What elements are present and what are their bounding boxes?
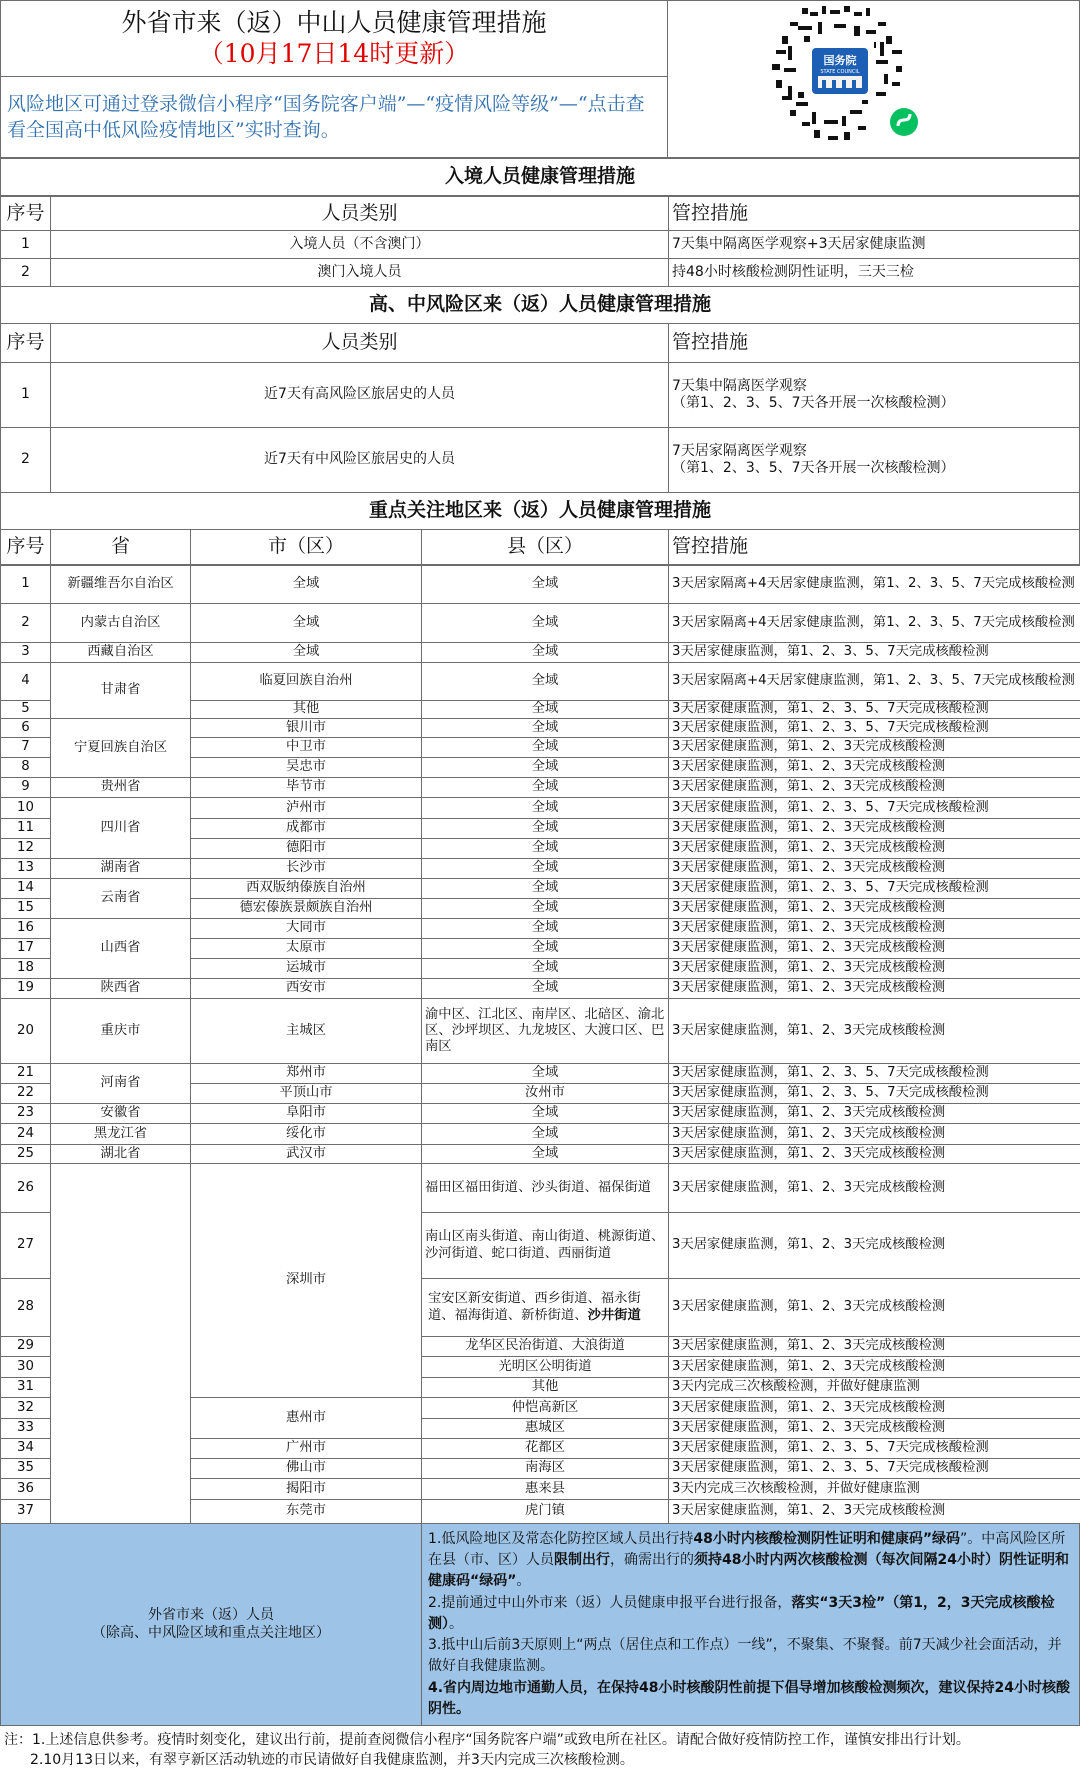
header-no: 序号	[0, 196, 51, 231]
section-title-inbound: 入境人员健康管理措施	[0, 158, 1080, 196]
county-cell: 全域	[421, 662, 669, 701]
county-cell: 花都区	[421, 1438, 669, 1459]
row-no: 3	[0, 642, 51, 663]
qr-logo-subtext: STATE COUNCIL	[820, 69, 860, 75]
city-cell: 全域	[190, 603, 422, 643]
city-cell: 主城区	[190, 998, 422, 1064]
city-cell: 全域	[190, 642, 422, 663]
measure-paragraph-4	[428, 1678, 1073, 1721]
province-cell: 内蒙古自治区	[50, 603, 191, 643]
measure-paragraph-1	[428, 1529, 1073, 1593]
city-cell: 东莞市	[190, 1499, 422, 1524]
row-no: 32	[0, 1397, 51, 1419]
measure-cell: 3天内完成三次核酸检测，并做好健康监测	[668, 1478, 1080, 1500]
measure-cell: 3天居家健康监测，第1、2、3天完成核酸检测	[668, 918, 1080, 939]
measure-cell: 3天居家健康监测，第1、2、3天完成核酸检测	[668, 1212, 1080, 1279]
measure-cell: 3天居家健康监测，第1、2、3天完成核酸检测	[668, 777, 1080, 798]
measure-cell: 3天居家健康监测，第1、2、3天完成核酸检测	[668, 978, 1080, 999]
city-cell: 其他	[190, 700, 422, 719]
measure-cell: 3天内完成三次核酸检测，并做好健康监测	[668, 1377, 1080, 1398]
province-cell: 云南省	[50, 878, 191, 919]
row-no: 31	[0, 1377, 51, 1398]
measure-cell: 3天居家健康监测，第1、2、3、5、7天完成核酸检测	[668, 1063, 1080, 1084]
measure-cell: 3天居家健康监测，第1、2、3、5、7天完成核酸检测	[668, 1458, 1080, 1479]
header-county: 县（区）	[421, 529, 669, 565]
county-cell: 全域	[421, 1103, 669, 1124]
row-no: 18	[0, 958, 51, 979]
plain-text: ，确需出行的	[610, 1552, 694, 1569]
note-line-2: 2.10月13日以来，有翠亨新区活动轨迹的市民请做好自我健康监测，并3天内完成三次核酸检测。	[30, 1752, 634, 1769]
city-cell: 泸州市	[190, 797, 422, 819]
county-cell: 全域	[421, 700, 669, 719]
city-cell: 长沙市	[190, 858, 422, 879]
measure-line: 7天居家隔离医学观察	[672, 442, 807, 459]
row-no: 8	[0, 757, 51, 778]
row-category: 近7天有中风险区旅居史的人员	[50, 427, 669, 493]
row-no: 20	[0, 998, 51, 1064]
row-no: 7	[0, 737, 51, 758]
row-category: 澳门入境人员	[50, 258, 669, 287]
row-no: 16	[0, 918, 51, 939]
measure-cell: 3天居家健康监测，第1、2、3天完成核酸检测	[668, 958, 1080, 979]
province-cell: 黑龙江省	[50, 1123, 191, 1145]
measure-paragraph-2	[428, 1593, 1073, 1636]
plain-text: 。	[516, 1573, 531, 1590]
emphasis-text: 4.省内周边地市通勤人员，在保持48小时核酸阴性前提下倡导增加核酸检测频次，建议保持24小时核酸阴性。	[428, 1679, 1071, 1717]
measure-cell: 3天居家隔离+4天居家健康监测，第1、2、3、5、7天完成核酸检测	[668, 565, 1080, 604]
emphasis-text: 限制出行	[554, 1552, 610, 1569]
row-no: 14	[0, 878, 51, 899]
county-cell: 全域	[421, 757, 669, 778]
county-cell: 光明区公明街道	[421, 1356, 669, 1378]
province-cell: 西藏自治区	[50, 642, 191, 663]
city-cell: 银川市	[190, 718, 422, 738]
notice-cell	[0, 76, 668, 158]
row-no: 34	[0, 1438, 51, 1459]
county-text: 宝安区新安街道、西乡街道、福永街道、福海街道、新桥街道、	[428, 1291, 641, 1323]
measure-cell: 3天居家健康监测，第1、2、3天完成核酸检测	[668, 1123, 1080, 1145]
city-cell: 阜阳市	[190, 1103, 422, 1124]
city-cell: 吴忠市	[190, 757, 422, 778]
row-no: 27	[0, 1212, 51, 1279]
county-cell: 福田区福田街道、沙头街道、福保街道	[421, 1163, 669, 1213]
section-title-key-areas: 重点关注地区来（返）人员健康管理措施	[0, 492, 1080, 530]
county-cell: 全域	[421, 777, 669, 798]
county-cell: 仲恺高新区	[421, 1397, 669, 1419]
emphasis-text: 48小时内核酸检测阴性证明和健康码”绿码	[693, 1530, 961, 1547]
measure-line: （第1、2、3、5、7天各开展一次核酸检测）	[672, 395, 955, 411]
measure-cell: 3天居家健康监测，第1、2、3、5、7天完成核酸检测	[668, 642, 1080, 663]
city-cell: 大同市	[190, 918, 422, 939]
province-cell: 新疆维吾尔自治区	[50, 565, 191, 604]
header-no: 序号	[0, 529, 51, 565]
row-no: 28	[0, 1278, 51, 1337]
city-cell: 德阳市	[190, 838, 422, 859]
row-no: 2	[0, 603, 51, 643]
measure-line: （第1、2、3、5、7天各开展一次核酸检测）	[672, 460, 955, 476]
measure-cell: 3天居家健康监测，第1、2、3天完成核酸检测	[668, 1397, 1080, 1419]
county-cell: 虎门镇	[421, 1499, 669, 1524]
plain-text: 2.提前通过中山外市来（返）人员健康申报平台进行报备，	[428, 1594, 792, 1611]
county-cell: 全域	[421, 938, 669, 959]
county-cell: 南山区南头街道、南山街道、桃源街道、沙河街道、蛇口街道、西丽街道	[421, 1212, 669, 1279]
row-measure	[668, 362, 1080, 428]
province-cell: 重庆市	[50, 998, 191, 1064]
city-cell: 太原市	[190, 938, 422, 959]
row-no: 24	[0, 1123, 51, 1145]
miniprogram-qr-code[interactable]	[738, 2, 938, 154]
row-category: 入境人员（不含澳门）	[50, 230, 669, 259]
city-cell: 西双版纳傣族自治州	[190, 878, 422, 899]
county-cell: 全域	[421, 838, 669, 859]
qr-logo-text: 国务院	[823, 54, 857, 67]
county-cell: 渝中区、江北区、南岸区、北碚区、渝北区、沙坪坝区、九龙坡区、大渡口区、巴南区	[421, 998, 669, 1064]
measure-cell: 3天居家健康监测，第1、2、3、5、7天完成核酸检测	[668, 878, 1080, 899]
row-no: 37	[0, 1499, 51, 1524]
measure-cell: 3天居家健康监测，第1、2、3天完成核酸检测	[668, 757, 1080, 778]
measure-cell: 3天居家健康监测，第1、2、3天完成核酸检测	[668, 1499, 1080, 1524]
city-cell: 运城市	[190, 958, 422, 979]
province-cell: 湖北省	[50, 1144, 191, 1164]
row-no: 11	[0, 818, 51, 839]
county-cell: 全域	[421, 718, 669, 738]
row-no: 26	[0, 1163, 51, 1213]
emphasis-text: 落实“3天3检”（第1，2，3天完成核酸检测）	[428, 1594, 1055, 1632]
header-measure: 管控措施	[668, 529, 1080, 565]
measure-cell: 3天居家隔离+4天居家健康监测，第1、2、3、5、7天完成核酸检测	[668, 662, 1080, 701]
row-category: 近7天有高风险区旅居史的人员	[50, 362, 669, 428]
general-travelers-label	[0, 1523, 422, 1726]
county-cell: 全域	[421, 898, 669, 919]
county-cell: 全域	[421, 797, 669, 819]
measure-cell: 3天居家健康监测，第1、2、3、5、7天完成核酸检测	[668, 718, 1080, 738]
plain-text: 3.抵中山后前3天原则上“两点（居住点和工作点）一线”，不聚集、不聚餐。前7天减少社会面活动，并做好自我健康监测。	[428, 1637, 1062, 1675]
province-cell: 甘肃省	[50, 662, 191, 719]
city-cell: 毕节市	[190, 777, 422, 798]
measure-cell: 3天居家健康监测，第1、2、3天完成核酸检测	[668, 1356, 1080, 1378]
row-no: 22	[0, 1083, 51, 1104]
row-no: 4	[0, 662, 51, 701]
row-no: 15	[0, 898, 51, 919]
city-cell: 广州市	[190, 1438, 422, 1459]
miniprogram-icon	[890, 108, 918, 136]
row-no: 17	[0, 938, 51, 959]
measure-cell: 3天居家健康监测，第1、2、3天完成核酸检测	[668, 1336, 1080, 1357]
province-cell: 贵州省	[50, 777, 191, 798]
measure-cell: 3天居家健康监测，第1、2、3天完成核酸检测	[668, 858, 1080, 879]
measure-cell: 3天居家健康监测，第1、2、3天完成核酸检测	[668, 998, 1080, 1064]
county-cell: 全域	[421, 818, 669, 839]
header-measure: 管控措施	[668, 196, 1080, 231]
header-category: 人员类别	[50, 323, 669, 363]
city-cell: 深圳市	[190, 1163, 422, 1398]
row-no: 1	[0, 565, 51, 604]
note-line-1: 注：1.上述信息供参考。疫情时刻变化，建议出行前，提前查阅微信小程序“国务院客户端”或致电所在社区。请配合做好疫情防控工作，谨慎安排出行计划。	[4, 1732, 970, 1748]
province-cell	[50, 1163, 191, 1524]
header-province: 省	[50, 529, 191, 565]
plain-text: 1.低风险地区及常态化防控区域人员出行持	[428, 1530, 694, 1547]
notes	[4, 1730, 1076, 1768]
row-measure	[668, 427, 1080, 493]
row-no: 30	[0, 1356, 51, 1378]
province-cell: 四川省	[50, 797, 191, 859]
city-cell: 惠州市	[190, 1397, 422, 1439]
row-measure: 持48小时核酸检测阴性证明，三天三检	[668, 258, 1080, 287]
city-cell: 平顶山市	[190, 1083, 422, 1104]
measure-cell: 3天居家健康监测，第1、2、3天完成核酸检测	[668, 838, 1080, 859]
county-cell: 全域	[421, 1063, 669, 1084]
plain-text: ”。中高风险区所在县（市、区）人员	[428, 1530, 1066, 1569]
city-cell: 揭阳市	[190, 1478, 422, 1500]
county-cell: 全域	[421, 1123, 669, 1145]
notice-text: 风险地区可通过登录微信小程序“国务院客户端”—“疫情风险等级”—“点击查看全国高中低风险疫情地区”实时查询。	[7, 92, 645, 141]
county-cell: 全域	[421, 565, 669, 604]
city-cell: 郑州市	[190, 1063, 422, 1084]
city-cell: 中卫市	[190, 737, 422, 758]
measure-cell: 3天居家健康监测，第1、2、3天完成核酸检测	[668, 1103, 1080, 1124]
city-cell: 西安市	[190, 978, 422, 999]
row-no: 5	[0, 700, 51, 719]
measure-paragraph-3	[428, 1635, 1073, 1678]
row-no: 2	[0, 258, 51, 287]
city-cell: 临夏回族自治州	[190, 662, 422, 701]
row-no: 6	[0, 718, 51, 738]
province-cell: 安徽省	[50, 1103, 191, 1124]
general-travelers-measures	[421, 1523, 1080, 1726]
row-no: 23	[0, 1103, 51, 1124]
measure-cell: 3天居家健康监测，第1、2、3天完成核酸检测	[668, 1278, 1080, 1337]
page-title: 外省市来（返）中山人员健康管理措施	[121, 8, 547, 37]
measure-line: 7天集中隔离医学观察	[672, 377, 807, 394]
city-cell: 成都市	[190, 818, 422, 839]
city-cell: 绥化市	[190, 1123, 422, 1145]
county-cell	[421, 1278, 669, 1337]
row-no: 21	[0, 1063, 51, 1084]
label-line: （除高、中风险区域和重点关注地区）	[92, 1624, 330, 1641]
county-cell: 汝州市	[421, 1083, 669, 1104]
row-no: 13	[0, 858, 51, 879]
city-cell: 佛山市	[190, 1458, 422, 1479]
emphasis-text: 须持48小时内两次核酸检测（每次间隔24小时）阴性证明和健康码“绿码”	[428, 1552, 1069, 1590]
measure-cell: 3天居家健康监测，第1、2、3天完成核酸检测	[668, 1144, 1080, 1164]
measure-cell: 3天居家健康监测，第1、2、3天完成核酸检测	[668, 737, 1080, 758]
county-text-bold: 沙井街道	[587, 1307, 641, 1323]
header-no: 序号	[0, 323, 51, 363]
county-cell: 全域	[421, 642, 669, 663]
update-time: （10月17日14时更新）	[198, 38, 470, 68]
row-no: 10	[0, 797, 51, 819]
county-cell: 全域	[421, 1144, 669, 1164]
measure-cell: 3天居家健康监测，第1、2、3、5、7天完成核酸检测	[668, 1438, 1080, 1459]
row-no: 9	[0, 777, 51, 798]
header-measure: 管控措施	[668, 323, 1080, 363]
county-cell: 惠城区	[421, 1418, 669, 1439]
measure-cell: 3天居家健康监测，第1、2、3天完成核酸检测	[668, 938, 1080, 959]
measure-cell: 3天居家健康监测，第1、2、3、5、7天完成核酸检测	[668, 1083, 1080, 1104]
province-cell: 湖南省	[50, 858, 191, 879]
measure-cell: 3天居家健康监测，第1、2、3天完成核酸检测	[668, 898, 1080, 919]
province-cell: 宁夏回族自治区	[50, 718, 191, 778]
county-cell: 全域	[421, 918, 669, 939]
city-cell: 全域	[190, 565, 422, 604]
measure-cell: 3天居家健康监测，第1、2、3天完成核酸检测	[668, 1418, 1080, 1439]
measure-cell: 3天居家健康监测，第1、2、3天完成核酸检测	[668, 1163, 1080, 1213]
measure-cell: 3天居家健康监测，第1、2、3、5、7天完成核酸检测	[668, 700, 1080, 719]
measure-cell: 3天居家健康监测，第1、2、3天完成核酸检测	[668, 818, 1080, 839]
county-cell: 全域	[421, 603, 669, 643]
county-cell: 全域	[421, 737, 669, 758]
county-cell: 其他	[421, 1377, 669, 1398]
row-no: 25	[0, 1144, 51, 1164]
measure-cell: 3天居家健康监测，第1、2、3、5、7天完成核酸检测	[668, 797, 1080, 819]
row-no: 1	[0, 230, 51, 259]
city-cell: 武汉市	[190, 1144, 422, 1164]
label-line: 外省市来（返）人员	[148, 1607, 274, 1624]
county-cell: 全域	[421, 978, 669, 999]
row-no: 29	[0, 1336, 51, 1357]
county-cell: 全域	[421, 878, 669, 899]
county-cell: 全域	[421, 958, 669, 979]
province-cell: 河南省	[50, 1063, 191, 1104]
measure-cell: 3天居家隔离+4天居家健康监测，第1、2、3、5、7天完成核酸检测	[668, 603, 1080, 643]
row-no: 12	[0, 838, 51, 859]
city-cell: 德宏傣族景颇族自治州	[190, 898, 422, 919]
title-cell	[0, 0, 668, 77]
row-no: 2	[0, 427, 51, 493]
province-cell: 陕西省	[50, 978, 191, 999]
header-category: 人员类别	[50, 196, 669, 231]
row-no: 1	[0, 362, 51, 428]
county-cell: 龙华区民治街道、大浪街道	[421, 1336, 669, 1357]
county-cell: 南海区	[421, 1458, 669, 1479]
row-no: 36	[0, 1478, 51, 1500]
row-measure: 7天集中隔离医学观察+3天居家健康监测	[668, 230, 1080, 259]
header-city: 市（区）	[190, 529, 422, 565]
county-cell: 全域	[421, 858, 669, 879]
county-cell: 惠来县	[421, 1478, 669, 1500]
section-title-risk-areas: 高、中风险区来（返）人员健康管理措施	[0, 286, 1080, 324]
row-no: 19	[0, 978, 51, 999]
province-cell: 山西省	[50, 918, 191, 979]
row-no: 33	[0, 1418, 51, 1439]
plain-text: 。	[449, 1615, 463, 1632]
row-no: 35	[0, 1458, 51, 1479]
